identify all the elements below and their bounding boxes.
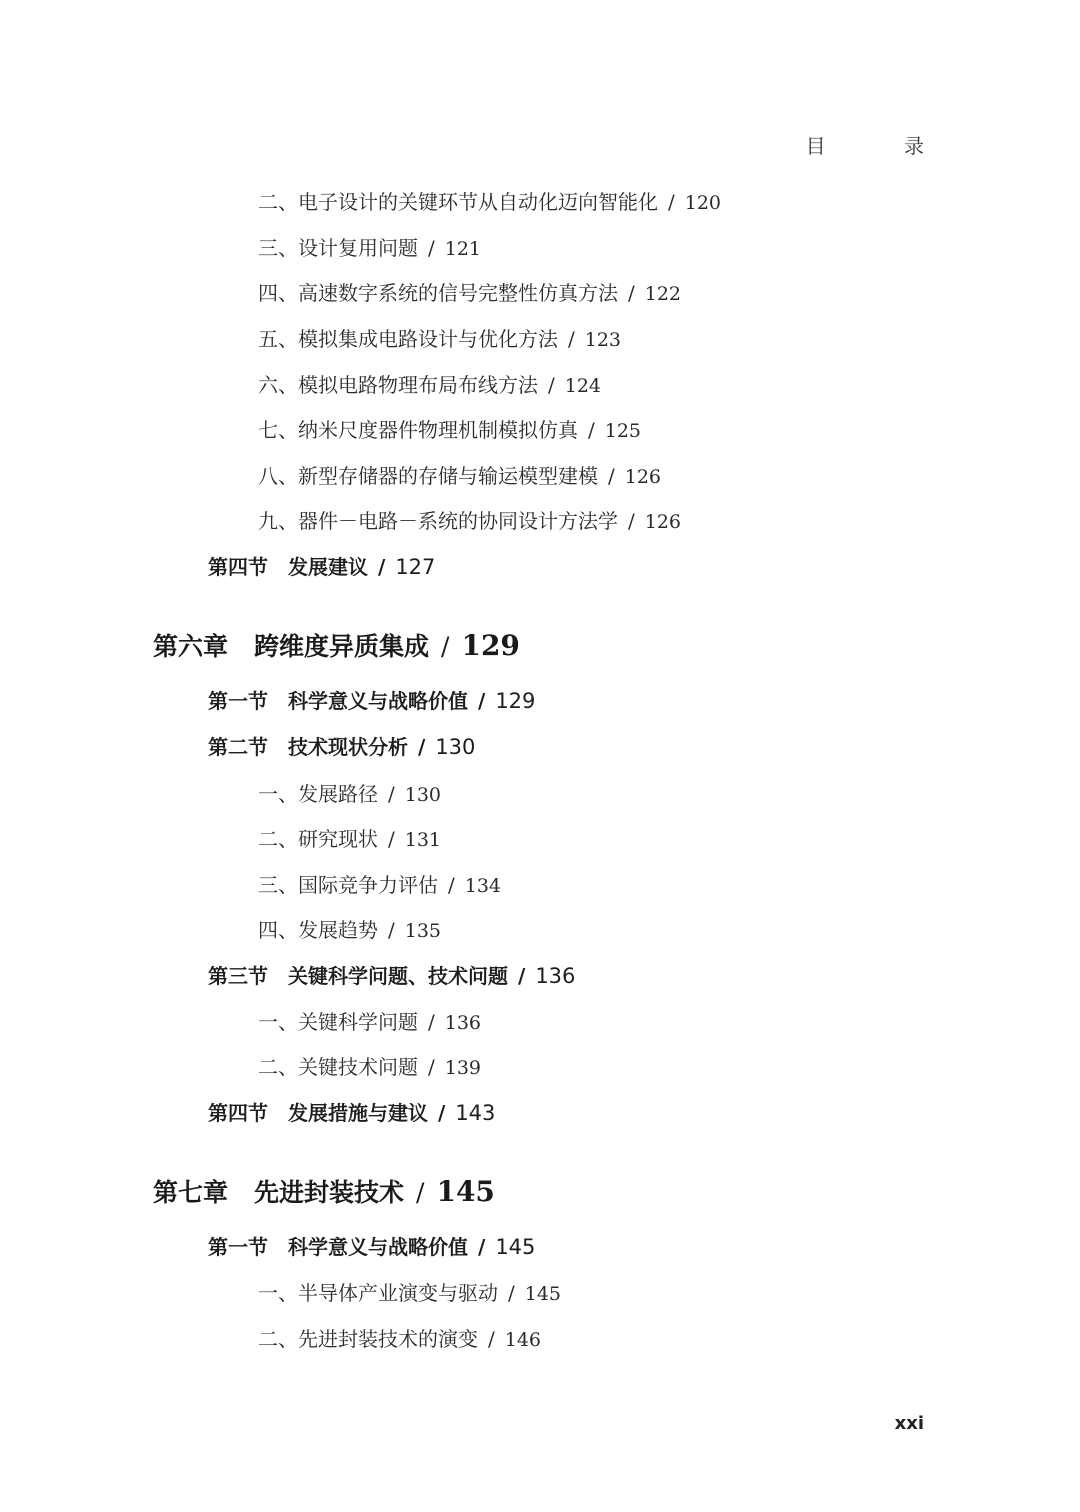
toc-item-label: 九、器件－电路－系统的协同设计方法学 [258, 509, 618, 533]
toc-page-number: 139 [444, 1057, 482, 1079]
toc-item-label: 七、纳米尺度器件物理机制模拟仿真 [258, 418, 578, 442]
toc-page-number: 145 [524, 1283, 562, 1305]
section-title: 发展建议 [288, 555, 368, 579]
toc-item-label: 三、设计复用问题 [258, 236, 418, 260]
toc-item-label: 三、国际竞争力评估 [258, 873, 438, 897]
toc-page-number: 136 [535, 964, 576, 988]
toc-item-label: 四、高速数字系统的信号完整性仿真方法 [258, 281, 618, 305]
toc-item[interactable] [258, 238, 481, 259]
toc-page-number: 126 [644, 511, 682, 533]
toc-page-number: 146 [504, 1329, 542, 1351]
toc-page-number: 135 [404, 920, 442, 942]
separator: / [478, 1235, 486, 1259]
separator: / [478, 689, 486, 713]
toc-item-label: 二、关键技术问题 [258, 1055, 418, 1079]
toc-page-number: 145 [495, 1235, 536, 1259]
chapter-number: 第六章 [153, 632, 229, 661]
separator: / [628, 509, 635, 533]
toc-item-label: 四、发展趋势 [258, 918, 378, 942]
toc-item[interactable] [258, 1012, 481, 1033]
toc-item[interactable] [258, 283, 681, 304]
toc-item[interactable] [258, 375, 601, 396]
separator: / [548, 373, 555, 397]
toc-page-number: 143 [455, 1101, 496, 1125]
section-title: 技术现状分析 [288, 735, 408, 759]
chapter-title: 跨维度异质集成 [254, 632, 430, 661]
section-number: 第四节 [208, 1101, 268, 1125]
toc-page-number: 130 [404, 784, 442, 806]
separator: / [441, 632, 450, 661]
section-number: 第三节 [208, 964, 268, 988]
toc-item[interactable] [258, 192, 721, 213]
section-title: 科学意义与战略价值 [288, 1235, 468, 1259]
toc-item-label: 五、模拟集成电路设计与优化方法 [258, 327, 558, 351]
toc-item-label: 二、先进封装技术的演变 [258, 1327, 478, 1351]
separator: / [588, 418, 595, 442]
toc-page-number: 125 [604, 420, 642, 442]
toc-item-label: 八、新型存储器的存储与输运模型建模 [258, 464, 598, 488]
toc-item[interactable] [258, 511, 681, 532]
section-title: 科学意义与战略价值 [288, 689, 468, 713]
separator: / [388, 827, 395, 851]
toc-page-number: 136 [444, 1012, 482, 1034]
toc-item-label: 一、关键科学问题 [258, 1010, 418, 1034]
section-title: 发展措施与建议 [288, 1101, 428, 1125]
toc-page-number: 131 [404, 829, 442, 851]
toc-page-number: 121 [444, 238, 482, 260]
toc-page-number: 134 [464, 875, 502, 897]
toc-item-label: 二、电子设计的关键环节从自动化迈向智能化 [258, 190, 658, 214]
toc-item[interactable] [258, 829, 441, 850]
toc-page-number: 120 [684, 192, 722, 214]
toc-chapter[interactable] [153, 1175, 495, 1208]
section-number: 第四节 [208, 555, 268, 579]
section-number: 第一节 [208, 1235, 268, 1259]
separator: / [608, 464, 615, 488]
section-number: 第二节 [208, 735, 268, 759]
toc-page-number: 129 [461, 629, 520, 662]
toc-page-number: 123 [584, 329, 622, 351]
toc-item[interactable] [258, 1057, 481, 1078]
separator: / [518, 964, 526, 988]
toc-section[interactable] [208, 737, 475, 758]
toc-item[interactable] [258, 1329, 541, 1350]
running-head: 目 录 [805, 134, 960, 158]
separator: / [388, 782, 395, 806]
toc-page-number: 126 [624, 466, 662, 488]
separator: / [568, 327, 575, 351]
toc-item[interactable] [258, 466, 661, 487]
toc-item-label: 一、半导体产业演变与驱动 [258, 1281, 498, 1305]
chapter-title: 先进封装技术 [254, 1178, 405, 1207]
toc-item-label: 二、研究现状 [258, 827, 378, 851]
toc-page-number: 127 [395, 555, 436, 579]
separator: / [428, 1010, 435, 1034]
toc-item[interactable] [258, 920, 441, 941]
separator: / [508, 1281, 515, 1305]
separator: / [488, 1327, 495, 1351]
separator: / [388, 918, 395, 942]
toc-section[interactable] [208, 1103, 495, 1124]
section-title: 关键科学问题、技术问题 [288, 964, 508, 988]
separator: / [628, 281, 635, 305]
toc-item-label: 一、发展路径 [258, 782, 378, 806]
toc-item-label: 六、模拟电路物理布局布线方法 [258, 373, 538, 397]
separator: / [448, 873, 455, 897]
toc-item[interactable] [258, 1283, 561, 1304]
toc-chapter[interactable] [153, 629, 520, 662]
separator: / [378, 555, 386, 579]
separator: / [418, 735, 426, 759]
toc-section[interactable] [208, 966, 575, 987]
separator: / [668, 190, 675, 214]
toc-page-number: 122 [644, 283, 682, 305]
toc-item[interactable] [258, 875, 501, 896]
toc-section[interactable] [208, 1237, 535, 1258]
toc-item[interactable] [258, 420, 641, 441]
separator: / [428, 1055, 435, 1079]
toc-item[interactable] [258, 784, 441, 805]
chapter-number: 第七章 [153, 1178, 229, 1207]
page-folio: xxi [894, 1413, 924, 1434]
toc-section[interactable] [208, 557, 435, 578]
separator: / [438, 1101, 446, 1125]
toc-section[interactable] [208, 691, 535, 712]
toc-page-number: 129 [495, 689, 536, 713]
separator: / [416, 1178, 425, 1207]
toc-page-number: 130 [435, 735, 476, 759]
section-number: 第一节 [208, 689, 268, 713]
toc-page-number: 145 [436, 1175, 495, 1208]
separator: / [428, 236, 435, 260]
toc-page-number: 124 [564, 375, 602, 397]
toc-item[interactable] [258, 329, 621, 350]
